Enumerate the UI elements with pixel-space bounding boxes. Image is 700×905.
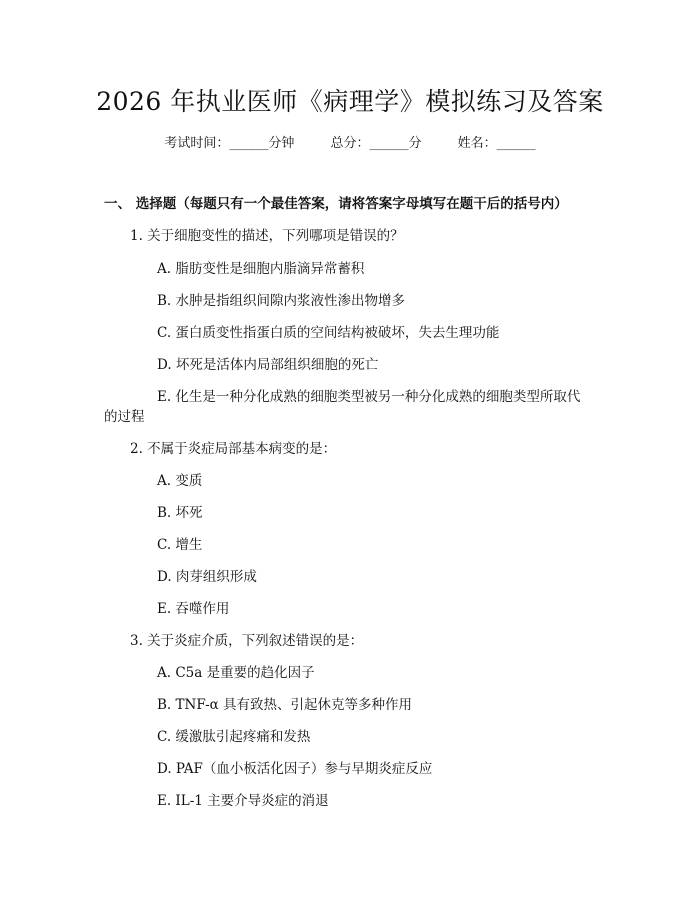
question-1-option-e-continuation: 的过程 (104, 409, 145, 425)
question-1-stem: 1. 关于细胞变性的描述，下列哪项是错误的？ (130, 228, 404, 244)
question-3-option-b: B. TNF-α 具有致热、引起休克等多种作用 (157, 697, 413, 713)
question-3-option-e: E. IL-1 主要介导炎症的消退 (157, 793, 329, 809)
question-3-stem: 3. 关于炎症介质，下列叙述错误的是： (130, 633, 364, 649)
question-2-option-b: B. 坏死 (157, 505, 203, 521)
question-1-option-d: D. 坏死是活体内局部组织细胞的死亡 (157, 357, 379, 373)
exam-time-field: 考试时间：______分钟 (164, 136, 295, 151)
question-3-option-c: C. 缓激肽引起疼痛和发热 (157, 729, 311, 745)
question-2-stem: 2. 不属于炎症局部基本病变的是： (130, 441, 337, 457)
page-title: 2026 年执业医师《病理学》模拟练习及答案 (96, 87, 604, 116)
question-2-option-d: D. 肉芽组织形成 (157, 569, 257, 585)
question-3-option-d: D. PAF（血小板活化因子）参与早期炎症反应 (157, 761, 433, 777)
question-2-option-c: C. 增生 (157, 537, 203, 553)
total-score-field: 总分：______分 (330, 136, 422, 151)
question-1-option-c: C. 蛋白质变性指蛋白质的空间结构被破坏，失去生理功能 (157, 325, 500, 341)
question-1-option-b: B. 水肿是指组织间隙内浆液性渗出物增多 (157, 293, 406, 309)
question-2-option-e: E. 吞噬作用 (157, 601, 230, 617)
question-3-option-a: A. C5a 是重要的趋化因子 (157, 665, 315, 681)
exam-meta (0, 132, 700, 151)
name-field: 姓名：______ (457, 136, 536, 151)
question-1-option-a: A. 脂肪变性是细胞内脂滴异常蓄积 (157, 261, 365, 277)
question-2-option-a: A. 变质 (157, 473, 203, 489)
question-1-option-e: E. 化生是一种分化成熟的细胞类型被另一种分化成熟的细胞类型所取代 (157, 389, 581, 405)
section-heading: 一、 选择题（每题只有一个最佳答案，请将答案字母填写在题干后的括号内） (104, 196, 568, 212)
